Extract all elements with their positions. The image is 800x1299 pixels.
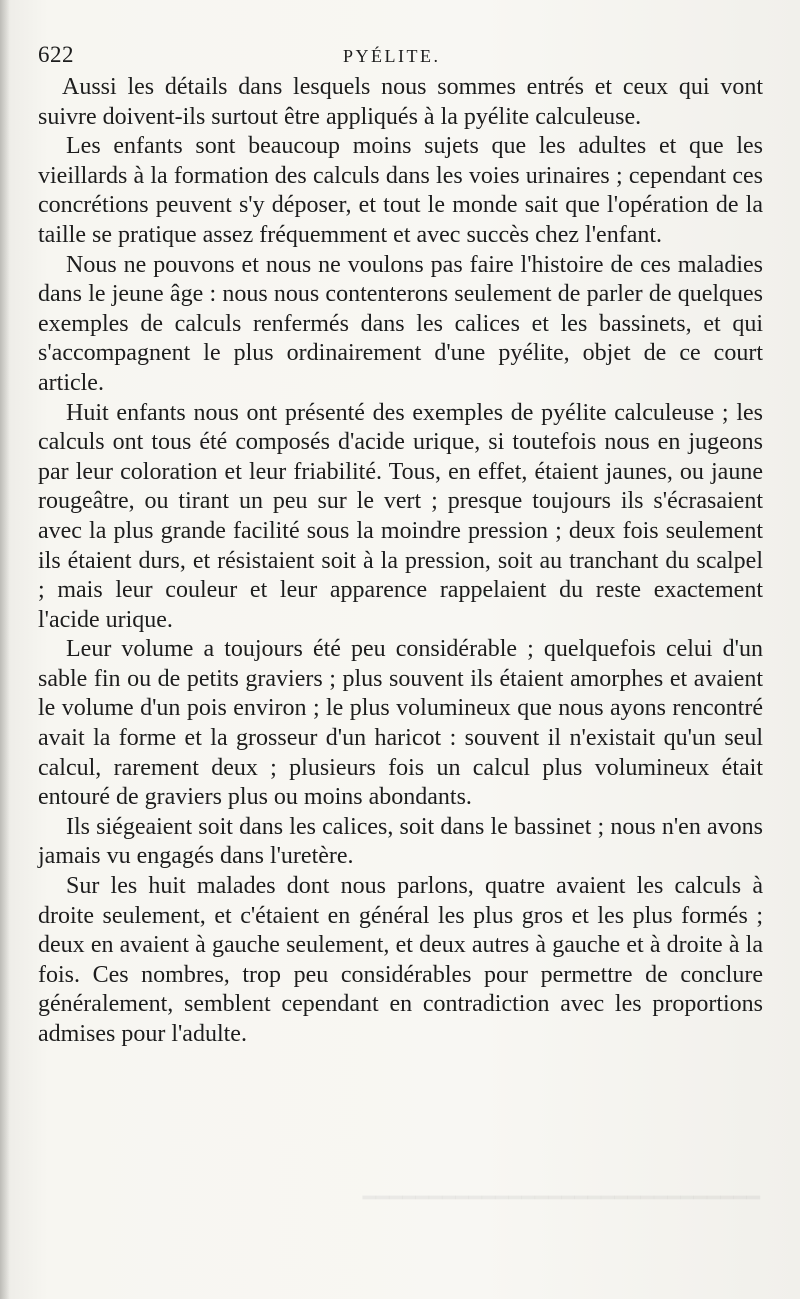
- paragraph: Ils siégeaient soit dans les calices, soit dans le bassinet ; nous n'en avons jamais vu engagés dans l'uretère.: [38, 813, 763, 870]
- body-text: [38, 73, 763, 1050]
- page-edge-shadow: [0, 0, 10, 1299]
- paragraph: Les enfants sont beaucoup moins sujets que les adultes et que les vieillards à la formation des calculs dans les voies urinaires ; cependant ces concrétions peuvent s'y déposer, et tout le monde sait que l'opération de la taille se pratique assez fréquemment et avec succès chez l'enfant.: [38, 133, 763, 248]
- show-through-bleed: ━━━━━━━━━━━━━━━━━━━━━━━━━━━━━━: [362, 1185, 760, 1210]
- paragraph: Aussi les détails dans lesquels nous sommes entrés et ceux qui vont suivre doivent-ils surtout être appliqués à la pyélite calculeuse.: [38, 74, 763, 130]
- paragraph: Huit enfants nous ont présenté des exemples de pyélite calculeuse ; les calculs ont tous été composés d'acide urique, si toutefois nous en jugeons par leur coloration et leur friabilité. Tous, en effet, étaient jaunes, ou jaune rougeâtre, ou tirant un peu sur le vert ; presque toujours ils s'écrasaient avec la plus grande facilité sous la moindre pression ; deux fois seulement ils étaient durs, et résistaient soit à la pression, soit au tranchant du scalpel ; mais leur couleur et leur apparence rappelaient du reste exactement l'acide urique.: [38, 399, 763, 633]
- page-header: [38, 42, 768, 74]
- paragraph: Nous ne pouvons et nous ne voulons pas faire l'histoire de ces maladies dans le jeune âge : nous nous contenterons seulement de parler de quelques exemples de calculs renfermés dans les calices et les bassinets, et qui s'accompagnent le plus ordinairement d'une pyélite, objet de ce court article.: [38, 251, 763, 396]
- paragraph: Leur volume a toujours été peu considérable ; quelquefois celui d'un sable fin ou de petits graviers ; plus souvent ils étaient amorphes et avaient le volume d'un pois environ ; le plus volumineux que nous ayons rencontré avait la forme et la grosseur d'un haricot : souvent il n'existait qu'un seul calcul, rarement deux ; plusieurs fois un calcul plus volumineux était entouré de graviers plus ou moins abondants.: [38, 636, 763, 811]
- page-number: 622: [38, 42, 74, 67]
- running-head: PYÉLITE.: [343, 46, 441, 66]
- paragraph: Sur les huit malades dont nous parlons, quatre avaient les calculs à droite seulement, et c'étaient en général les plus gros et les plus formés ; deux en avaient à gauche seulement, et deux autres à gauche et à droite à la fois. Ces nombres, trop peu considérables pour permettre de conclure généralement, semblent cependant en contradiction avec les proportions admises pour l'adulte.: [38, 873, 763, 1047]
